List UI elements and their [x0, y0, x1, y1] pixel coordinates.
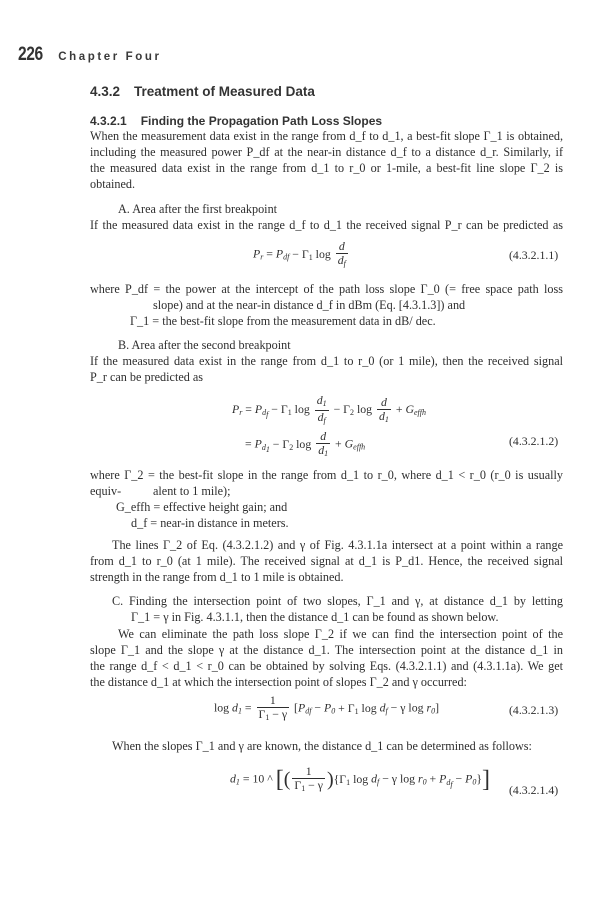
- item-b-line-1: If the measured data exist in the range from d_1 to r_0 (or 1 mile), then the received signal: [90, 354, 563, 368]
- section-number: 4.3.2: [90, 84, 121, 99]
- item-c-line-1: C. Finding the intersection point of two slopes, Γ_1 and γ, at distance d_1 by letting: [112, 594, 563, 608]
- item-b-line-2: P_r can be predicted as: [90, 370, 204, 384]
- equation-2a: $P_r = P_{d_f} - \Gamma_1$ log $\frac{d_1}{d_f}$ − $\Gamma_2$ log $\frac{d}{d_1}$ + $G_{effh}$: [232, 393, 426, 425]
- lines-para-line-2: from d_1 to r_0 (at 1 mile). The received signal at d_1 is P_d1. Hence, the received signal: [90, 554, 563, 568]
- known-para: When the slopes Γ_1 and γ are known, the distance d_1 can be determined as follows:: [112, 739, 532, 753]
- section-title: Treatment of Measured Data: [134, 84, 315, 99]
- elim-para-line-4: the distance d_1 at which the intersection point of slopes Γ_2 and γ occurred:: [90, 675, 467, 689]
- item-b-heading: B. Area after the second breakpoint: [118, 338, 291, 352]
- subsection-title: Finding the Propagation Path Loss Slopes: [140, 114, 383, 128]
- where-2-line-2: alent to 1 mile);: [153, 484, 231, 498]
- lines-para-line-1: The lines Γ_2 of Eq. (4.3.2.1.2) and γ of Fig. 4.3.1.1a intersect at a point within a range: [112, 538, 563, 552]
- item-a-text: If the measured data exist in the range d_f to d_1 the received signal P_r can be predicted as: [90, 218, 563, 232]
- equation-4-number: (4.3.2.1.4): [509, 783, 559, 797]
- elim-para-line-1: We can eliminate the path loss slope Γ_2 if we can find the intersection point of the: [118, 627, 563, 641]
- intro-line-3: the measured data exist in the range from d_1 to r_0 or 1-mile, a best-fit line slope Γ_2 is: [90, 161, 563, 175]
- subsection-number: 4.3.2.1: [90, 114, 127, 128]
- where-2-line-1: where Γ_2 = the best-fit slope in the range from d_1 to r_0, where d_1 < r_0 (r_0 is usually equiv-: [90, 468, 563, 498]
- equation-3: $\log d_1$ = $\frac{1}{\Gamma_1 - \gamma}$ [$P_{df} - P_0 + \Gamma_1$ $\log d_f - \gamma$ $\log r_0$]: [214, 693, 439, 722]
- equation-1: $P_r = P_{df} - \Gamma_1$ log $\frac{d}{d_f}$: [253, 239, 346, 268]
- subsection-heading: [90, 114, 382, 128]
- equation-2b: = $P_{d_1} - \Gamma_2$ log $\frac{d}{d_1}$ + $G_{effh}$: [245, 429, 366, 458]
- elim-para-line-3: the range d_f < d_1 < r_0 can be obtained by solving Eqs. (4.3.2.1.1) and (4.3.1.1a). We get: [90, 659, 563, 673]
- where-1-line-2: slope) and at the near-in distance d_f in dBm (Eq. [4.3.1.3]) and: [153, 298, 466, 312]
- intro-line-2: including the measured power P_df at the near-in distance d_f to a distance d_r. Similarly, if: [90, 145, 563, 159]
- equation-4: $d_1 = 10$ ^ [( $\frac{1}{\Gamma_1 - \gamma}$ ){$\Gamma_1$ $\log d_f - \gamma$ $\log r_0 + P_{d_f} - P_0$}]: [230, 764, 491, 793]
- section-heading: [90, 84, 315, 99]
- running-head: [18, 44, 162, 66]
- equation-2-number: (4.3.2.1.2): [509, 434, 559, 448]
- item-c-line-2: Γ_1 = γ in Fig. 4.3.1.1, then the distance d_1 can be found as shown below.: [131, 610, 499, 624]
- page-number: 226: [18, 44, 43, 65]
- where-1-line-3: Γ_1 = the best-fit slope from the measurement data in dB/ dec.: [130, 314, 436, 328]
- equation-3-number: (4.3.2.1.3): [509, 703, 559, 717]
- item-a-heading: A. Area after the first breakpoint: [118, 202, 278, 216]
- where-1-line-1: where P_df = the power at the intercept of the path loss slope Γ_0 (= free space path loss: [90, 282, 563, 296]
- intro-line-1: When the measurement data exist in the range from d_f to d_1, a best-fit slope Γ_1 is obtained,: [90, 129, 563, 143]
- lines-para-line-3: strength in the range from d_1 to 1 mile is obtained.: [90, 570, 344, 584]
- where-2-line-4: d_f = near-in distance in meters.: [131, 516, 289, 530]
- where-2-line-3: G_effh = effective height gain; and: [116, 500, 288, 514]
- intro-line-4: obtained.: [90, 177, 136, 191]
- equation-1-number: (4.3.2.1.1): [509, 248, 559, 262]
- chapter-label: Chapter Four: [58, 51, 162, 63]
- elim-para-line-2: slope Γ_1 and the slope γ at the distance d_1. The intersection point at the distance d_1 in: [90, 643, 563, 657]
